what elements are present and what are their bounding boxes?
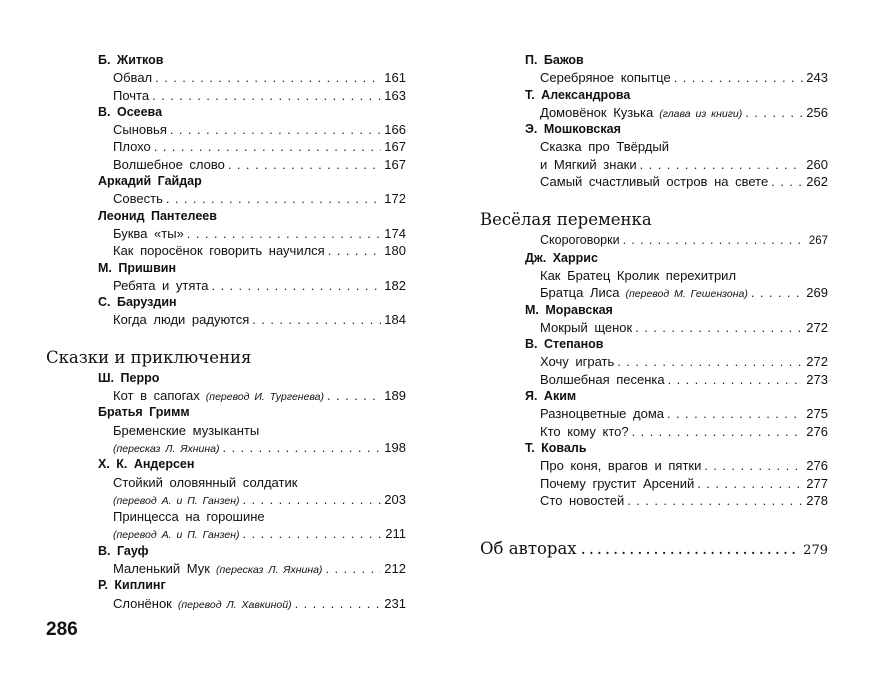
leader-dots [668,371,804,388]
toc-entry [540,156,828,173]
toc-entry [113,69,406,86]
entry-note: (перевод И. Тургенева) [205,391,325,404]
toc-entry [540,353,828,370]
entry-note: (перевод А. и П. Ганзен) [113,529,240,542]
author-prishvin: М. Пришвин [98,260,176,275]
entry-title: Самый счастливый остров на свете [540,174,769,190]
toc-entry [113,491,406,508]
leader-dots [152,87,381,104]
entry-page: 275 [806,406,828,422]
toc-entry [540,104,828,121]
entry-page: 277 [806,475,828,491]
about-authors-entry [480,539,828,558]
leader-dots [222,439,381,456]
entry-page: 243 [806,70,828,86]
author-kipling: Р. Киплинг [98,578,166,593]
toc-entry [113,121,406,138]
entry-title: Сыновья [113,122,167,138]
leader-dots [252,311,381,328]
entry-title: Волшебное слово [113,156,225,172]
entry-note: (пересказ Л. Яхнина) [215,564,323,577]
entry-title-line: Бременские музыканты [113,422,260,438]
toc-entry [113,277,406,294]
leader-dots [211,277,381,294]
entry-page: 272 [806,319,828,335]
leader-dots [751,284,803,301]
entry-title: и Мягкий знаки [540,156,637,172]
leader-dots [745,104,803,121]
author-akim: Я. Аким [525,389,577,404]
entry-page: 276 [806,458,828,474]
entry-page: 184 [384,312,406,328]
toc-entry [113,525,406,542]
entry-title: Обвал [113,70,153,86]
toc-entry [540,69,828,86]
toc-entry [540,405,828,422]
leader-dots [187,225,382,242]
entry-page: 267 [808,235,828,248]
entry-title: Про коня, врагов и пятки [540,458,702,474]
entry-title: Буква «ты» [113,225,184,241]
right-group-1 [480,52,828,190]
author-moshkovskaya: Э. Мошковская [525,122,621,137]
entry-page: 180 [384,243,406,259]
toc-entry [540,371,828,388]
entry-page: 260 [806,156,828,172]
leader-dots [243,525,383,542]
left-group-1 [46,52,406,329]
entry-page: 231 [384,595,406,611]
entry-title: Разноцветные дома [540,406,664,422]
leader-dots [155,69,381,86]
entry-page: 272 [806,354,828,370]
leader-dots [617,353,803,370]
author-baruzdin: С. Баруздин [98,295,177,310]
entry-page: 212 [384,561,406,577]
entry-page: 273 [806,371,828,387]
entry-title-line: Стойкий оловянный солдатик [113,474,298,490]
author-moravskaya: М. Моравская [525,302,613,317]
right-column [480,52,828,509]
leader-dots [667,405,803,422]
toc-entry [540,319,828,336]
toc-entry [540,475,828,492]
author-grimm: Братья Гримм [98,405,190,420]
entry-title: Ребята и утята [113,277,209,293]
leader-dots [328,242,382,259]
entry-note: (перевод Л. Хавкиной) [177,598,292,611]
entry-title: Кот в сапогах [113,388,200,404]
entry-page: 276 [806,423,828,439]
about-authors-title: Об авторах [480,539,577,558]
entry-title: Волшебная песенка [540,371,665,387]
author-gaidar: Аркадий Гайдар [98,174,202,189]
toc-entry [540,232,828,249]
entry-title: Братца Лиса [540,285,620,301]
toc-entry [113,560,406,577]
leader-dots [771,173,803,190]
author-hauff: В. Гауф [98,543,149,558]
entry-page: 198 [384,439,406,455]
entry-title: Когда люди радуются [113,312,250,328]
toc-entry [113,190,406,207]
entry-page: 167 [384,156,406,172]
author-stepanov: В. Степанов [525,337,604,352]
leader-dots [623,232,806,249]
author-zhitkov: Б. Житков [98,53,164,67]
toc-entry [113,225,406,242]
toc-entry [540,492,828,509]
toc-entry [113,242,406,259]
leader-dots [581,539,800,558]
entry-title: Плохо [113,139,151,155]
entry-title-line: Сказка про Твёрдый [540,139,669,155]
entry-title: Слонёнок [113,595,172,611]
leader-dots [632,423,804,440]
entry-title: Почему грустит Арсений [540,475,695,491]
entry-page: 211 [385,526,406,542]
leader-dots [295,595,382,612]
entry-page: 269 [806,285,828,301]
left-column [46,52,406,612]
toc-entry [113,138,406,155]
leader-dots [627,492,803,509]
entry-page: 182 [384,277,406,293]
entry-note: (перевод М. Гешензона) [625,288,748,301]
entry-page: 163 [384,87,406,103]
entry-title: Как поросёнок говорить научился [113,243,325,259]
entry-note: (глава из книги) [659,107,743,120]
leader-dots [325,560,381,577]
entry-page: 161 [384,70,406,86]
leader-dots [635,319,803,336]
entry-page: 262 [806,174,828,190]
leader-dots [704,457,803,474]
leader-dots [640,156,804,173]
leader-dots [243,491,382,508]
entry-title: Совесть [113,191,163,207]
entry-title: Мокрый щенок [540,319,633,335]
section-title-fun-break: Весёлая переменка [480,210,652,230]
author-oseeva: В. Осеева [98,104,163,119]
author-aleksandrova: Т. Александрова [525,87,631,102]
entry-title-line: Как Братец Кролик перехитрил [540,267,737,283]
page-number: 286 [46,619,78,640]
author-harris: Дж. Харрис [525,250,598,265]
leader-dots [697,475,803,492]
leader-dots [154,138,382,155]
toc-entry [540,284,828,301]
entry-page: 174 [384,225,406,241]
toc-entry [540,173,828,190]
author-perrault: Ш. Перро [98,370,160,385]
toc-entry [113,387,406,404]
entry-title-line: Принцесса на горошине [113,509,265,525]
entry-page: 166 [384,122,406,138]
author-koval: Т. Коваль [525,440,587,455]
entry-title: Маленький Мук [113,561,210,577]
entry-title: Серебряное копытце [540,70,671,86]
leader-dots [327,387,381,404]
entry-page: 203 [384,491,406,507]
entry-title: Скороговорки [540,233,620,248]
entry-page: 167 [384,139,406,155]
entry-title: Хочу играть [540,354,615,370]
leader-dots [674,69,804,86]
right-group-2 [480,232,828,509]
entry-page: 172 [384,191,406,207]
toc-entry [540,423,828,440]
section-title-fairy-tales: Сказки и приключения [46,347,252,367]
left-group-2 [46,370,406,612]
author-panteleev: Леонид Пантелеев [98,208,217,223]
entry-note: (перевод А. и П. Ганзен) [113,494,240,507]
leader-dots [166,190,381,207]
toc-entry [113,595,406,612]
toc-entry [113,156,406,173]
leader-dots [170,121,381,138]
author-bazhov: П. Бажов [525,53,584,67]
about-authors-page: 279 [803,543,828,558]
entry-page: 256 [806,104,828,120]
author-andersen: Х. К. Андерсен [98,457,195,472]
toc-entry [113,87,406,104]
toc-entry [113,439,406,456]
leader-dots [228,156,381,173]
entry-title: Почта [113,87,150,103]
toc-entry [113,311,406,328]
entry-title: Домовёнок Кузька [540,104,654,120]
entry-page: 189 [384,388,406,404]
entry-title: Сто новостей [540,492,625,508]
entry-title: Кто кому кто? [540,423,629,439]
entry-page: 278 [806,492,828,508]
toc-entry [540,457,828,474]
entry-note: (пересказ Л. Яхнина) [113,442,220,455]
